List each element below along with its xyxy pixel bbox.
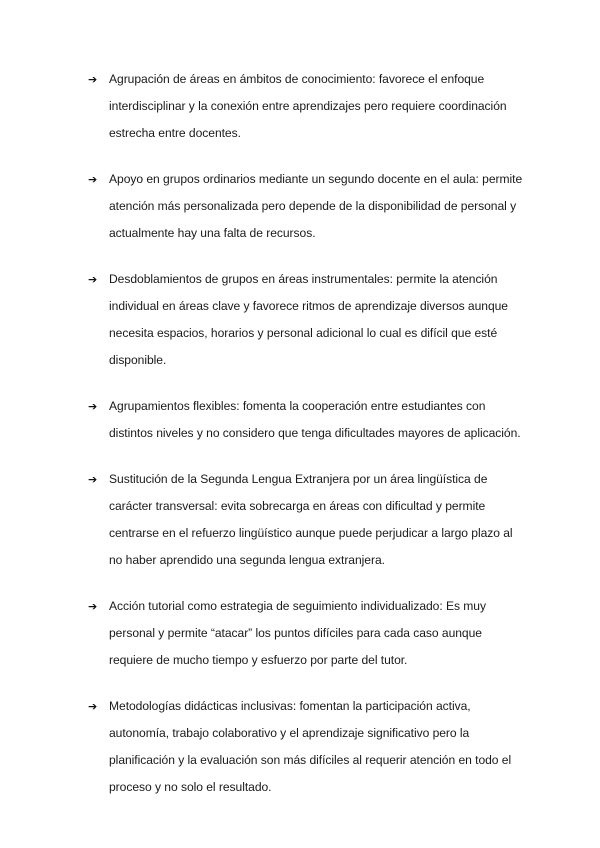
right-arrow-icon: ➔ [88, 73, 98, 86]
list-item [88, 66, 528, 147]
list-item-text: Agrupación de áreas en ámbitos de conocimiento: favorece el enfoque interdisciplinar y la conexión entre aprendizajes pero requiere coordinación estrecha entre docentes. [109, 72, 507, 140]
list-item [88, 466, 528, 574]
right-arrow-icon: ➔ [88, 273, 98, 286]
right-arrow-icon: ➔ [88, 600, 98, 613]
bullet-list [88, 66, 528, 820]
list-item-text: Apoyo en grupos ordinarios mediante un segundo docente en el aula: permite atención más personalizada pero depende de la disponibilidad de personal y actualmente hay una falta de recursos. [109, 172, 523, 240]
list-item-text: Acción tutorial como estrategia de seguimiento individualizado: Es muy personal y permite “atacar” los puntos difíciles para cada caso aunque requiere de mucho tiempo y esfuerzo por parte del tutor. [109, 599, 486, 667]
right-arrow-icon: ➔ [88, 400, 98, 413]
list-item-text: Metodologías didácticas inclusivas: fomentan la participación activa, autonomía, trabajo colaborativo y el aprendizaje significativo pero la planificación y la evaluación son más difíciles al requerir atención en todo el proceso y no solo el resultado. [109, 699, 512, 794]
list-item [88, 593, 528, 674]
right-arrow-icon: ➔ [88, 700, 98, 713]
list-item-text: Desdoblamientos de grupos en áreas instrumentales: permite la atención individual en áreas clave y favorece ritmos de aprendizaje diversos aunque necesita espacios, horarios y personal adicional lo cual es difícil que esté disponible. [109, 272, 508, 367]
list-item-text: Sustitución de la Segunda Lengua Extranjera por un área lingüística de carácter transversal: evita sobrecarga en áreas con dificultad y permite centrarse en el refuerzo lingüístico aunque puede perjudicar a largo plazo al no haber aprendido una segunda lengua extranjera. [109, 472, 513, 567]
list-item-text: Agrupamientos flexibles: fomenta la cooperación entre estudiantes con distintos niveles y no considero que tenga dificultades mayores de aplicación. [109, 399, 521, 440]
list-item [88, 693, 528, 801]
list-item [88, 166, 528, 247]
list-item [88, 393, 528, 447]
list-item [88, 266, 528, 374]
right-arrow-icon: ➔ [88, 473, 98, 486]
right-arrow-icon: ➔ [88, 173, 98, 186]
